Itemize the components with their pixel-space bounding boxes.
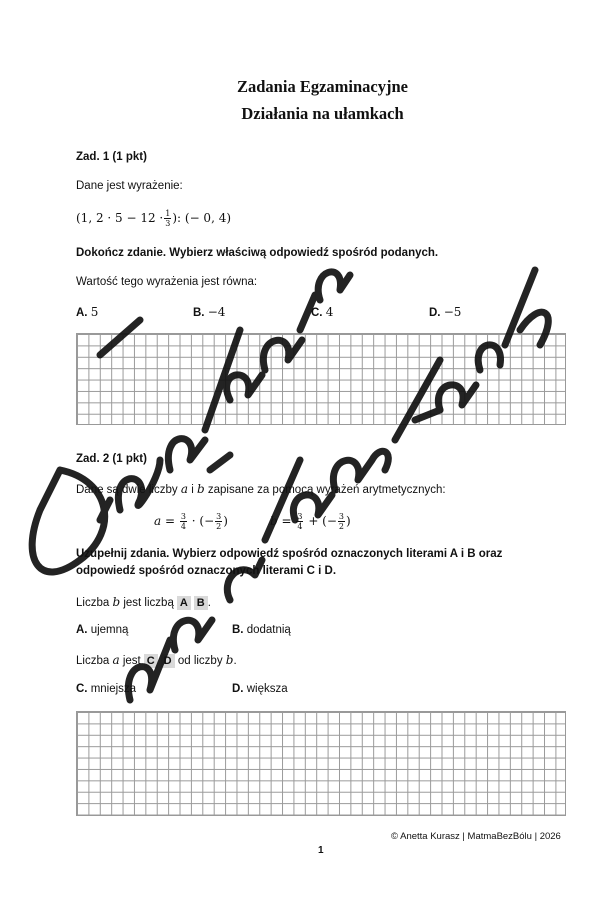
frac-den: 2 [216, 522, 222, 531]
expr-b-lhs: b = [270, 514, 292, 528]
sentence2-mid: jest [122, 655, 141, 667]
task2-answer-grid[interactable] [76, 711, 566, 816]
task1-expression [76, 209, 231, 228]
task2-option-d[interactable] [232, 683, 288, 695]
task2-sentence1 [76, 595, 211, 610]
option-text: dodatnią [246, 624, 291, 636]
page-title: Zadania Egzaminacyjne [237, 77, 408, 96]
task1-intro: Dane jest wyrażenie: [76, 180, 183, 192]
sentence1-var: b [112, 595, 121, 609]
expr-a-frac2 [215, 512, 222, 531]
expr-a-frac1 [180, 512, 187, 531]
sentence2-var2: b [225, 653, 234, 667]
option-letter: D. [429, 307, 441, 319]
sentence2-var: a [112, 653, 120, 667]
task1-frac-den: 3 [165, 219, 171, 228]
task1-expr-fraction [164, 209, 171, 228]
task2-instruction-line1: Uzupełnij zdania. Wybierz odpowiedź spośród oznaczonych literami A i B oraz [76, 548, 503, 560]
answer-box-d[interactable]: D [161, 654, 175, 668]
sentence1-post: jest liczbą [123, 597, 174, 609]
task1-option-a[interactable] [76, 305, 98, 319]
task1-answer-grid[interactable] [76, 333, 566, 425]
page-subtitle: Działania na ułamkach [241, 104, 404, 123]
task2-instruction-line2: odpowiedź spośród oznaczonych literami C i D. [76, 565, 337, 577]
sentence2-end: . [233, 655, 237, 667]
sentence1-pre: Liczba [76, 597, 110, 609]
expr-b-end: ) [346, 514, 351, 528]
sentence2-pre: Liczba [76, 655, 110, 667]
task2-intro-post: zapisane za pomocą wyrażeń arytmetycznych: [207, 484, 446, 496]
expr-b-mid: + (− [308, 514, 337, 528]
footer-credit: © Anetta Kurasz | MatmaBezBólu | 2026 [391, 831, 561, 842]
option-letter: A. [76, 307, 88, 319]
frac-num: 3 [338, 512, 345, 521]
task2-option-b[interactable] [232, 624, 291, 636]
option-text: większa [246, 683, 288, 695]
task1-expr-close: ): (− 0, 4) [172, 211, 232, 225]
option-value: −4 [207, 305, 226, 319]
task1-option-d[interactable] [429, 305, 461, 319]
option-letter: C. [311, 307, 323, 319]
expr-a-end: ) [223, 514, 228, 528]
task2-heading: Zad. 2 (1 pkt) [76, 453, 147, 465]
task2-intro-pre: Dane są dwie liczby [76, 484, 178, 496]
option-letter: A. [76, 624, 88, 636]
option-value: −5 [443, 305, 462, 319]
task2-sentence2 [76, 653, 237, 668]
option-text: ujemną [90, 624, 129, 636]
task2-var-b: b [196, 482, 205, 496]
answer-box-c[interactable]: C [144, 654, 158, 668]
task1-option-b[interactable] [193, 305, 225, 319]
task2-expression-b [270, 512, 351, 531]
frac-num: 3 [216, 512, 222, 521]
task1-heading: Zad. 1 (1 pkt) [76, 151, 147, 163]
answer-box-a[interactable]: A [177, 596, 191, 610]
expr-b-frac2 [338, 512, 345, 531]
task1-option-c[interactable] [311, 305, 333, 319]
page-number: 1 [318, 845, 324, 856]
frac-den: 2 [338, 522, 345, 531]
option-letter: B. [232, 624, 244, 636]
task2-expression-a [154, 512, 228, 531]
option-letter: B. [193, 307, 205, 319]
task2-var-a: a [180, 482, 188, 496]
task1-expr-open: (1, 2 · 5 − 12 · [76, 211, 164, 225]
task1-frac-num: 1 [165, 209, 171, 218]
task1-question: Wartość tego wyrażenia jest równa: [76, 276, 258, 288]
task2-option-c[interactable] [76, 683, 136, 695]
frac-num: 3 [297, 512, 303, 521]
frac-den: 4 [180, 522, 186, 531]
task2-intro-and: i [191, 484, 194, 496]
expr-a-mid: · (− [191, 514, 215, 528]
option-letter: C. [76, 683, 88, 695]
option-letter: D. [232, 683, 244, 695]
task1-instruction: Dokończ zdanie. Wybierz właściwą odpowiedź spośród podanych. [76, 247, 439, 259]
option-value: 4 [325, 305, 334, 319]
option-value: 5 [90, 305, 99, 319]
frac-den: 4 [297, 522, 303, 531]
expr-b-frac1 [296, 512, 303, 531]
sentence2-post: od liczby [177, 655, 223, 667]
task2-intro [76, 482, 446, 496]
task2-option-a[interactable] [76, 624, 128, 636]
answer-box-b[interactable]: B [194, 596, 208, 610]
expr-a-lhs: a = [154, 514, 176, 528]
sentence1-end: . [207, 597, 211, 609]
option-text: mniejsza [90, 683, 137, 695]
frac-num: 3 [180, 512, 186, 521]
